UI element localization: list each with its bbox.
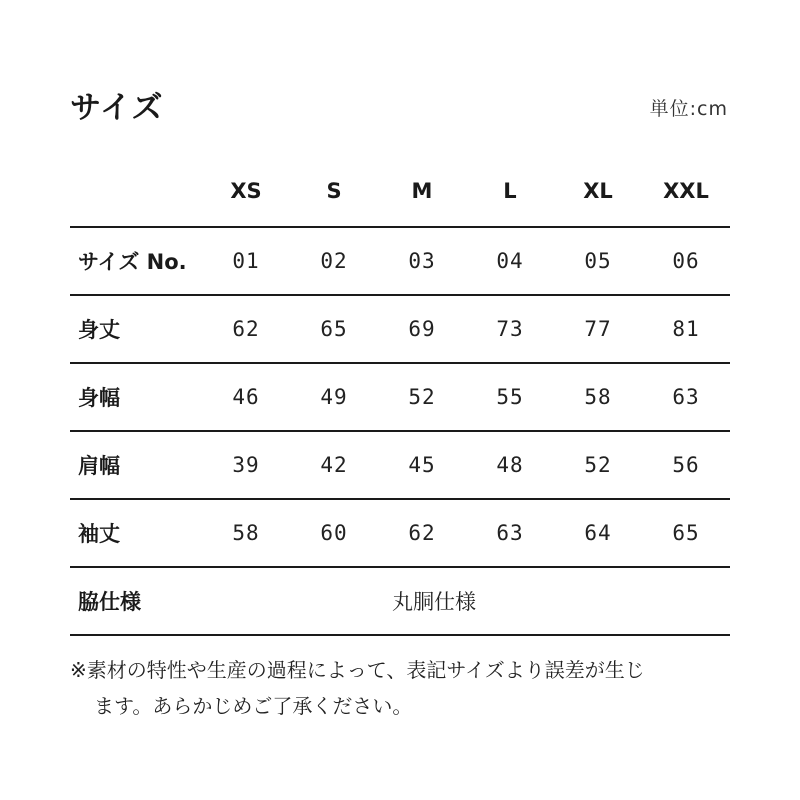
table-cell: 05 (584, 249, 612, 273)
row-label: 身丈 (78, 318, 120, 342)
row-label: サイズ No. (78, 250, 187, 274)
table-cell: 52 (408, 385, 436, 409)
table-cell: 46 (232, 385, 260, 409)
column-header: XL (583, 179, 613, 203)
size-table (70, 156, 730, 636)
table-cell: 52 (584, 453, 612, 477)
table-row (70, 432, 730, 500)
table-cell: 63 (672, 385, 700, 409)
column-header: M (411, 179, 433, 203)
unit-label: 単位:cm (649, 98, 728, 120)
table-row-side-spec (70, 568, 730, 636)
table-cell: 58 (584, 385, 612, 409)
table-cell: 58 (232, 521, 260, 545)
table-cell: 49 (320, 385, 348, 409)
table-cell: 69 (408, 317, 436, 341)
table-cell: 73 (496, 317, 524, 341)
table-cell: 06 (672, 249, 700, 273)
table-cell: 03 (408, 249, 436, 273)
table-cell: 01 (232, 249, 260, 273)
table-cell: 48 (496, 453, 524, 477)
table-cell: 65 (672, 521, 700, 545)
table-row (70, 228, 730, 296)
column-header: L (503, 179, 517, 203)
footnote-line: ます。あらかじめご了承ください。 (94, 694, 413, 718)
table-cell: 04 (496, 249, 524, 273)
table-cell: 62 (232, 317, 260, 341)
table-cell: 64 (584, 521, 612, 545)
table-cell: 56 (672, 453, 700, 477)
table-cell: 65 (320, 317, 348, 341)
table-cell: 39 (232, 453, 260, 477)
table-cell: 55 (496, 385, 524, 409)
row-label: 脇仕様 (78, 590, 141, 614)
table-cell: 02 (320, 249, 348, 273)
table-cell: 42 (320, 453, 348, 477)
table-cell: 81 (672, 317, 700, 341)
table-row (70, 500, 730, 568)
table-cell: 63 (496, 521, 524, 545)
page-title: サイズ (70, 90, 164, 126)
column-header: XS (230, 179, 262, 203)
table-header-row (70, 156, 730, 228)
row-label: 袖丈 (78, 522, 120, 546)
row-label: 肩幅 (78, 454, 120, 478)
side-spec-value: 丸胴仕様 (392, 590, 476, 614)
table-cell: 45 (408, 453, 436, 477)
table-cell: 62 (408, 521, 436, 545)
row-label: 身幅 (78, 386, 120, 410)
table-row (70, 296, 730, 364)
column-header: S (326, 179, 342, 203)
column-header: XXL (663, 179, 709, 203)
table-cell: 77 (584, 317, 612, 341)
table-row (70, 364, 730, 432)
table-cell: 60 (320, 521, 348, 545)
footnote-line: ※素材の特性や生産の過程によって、表記サイズより誤差が生じ (70, 658, 645, 682)
footnote (70, 652, 740, 724)
